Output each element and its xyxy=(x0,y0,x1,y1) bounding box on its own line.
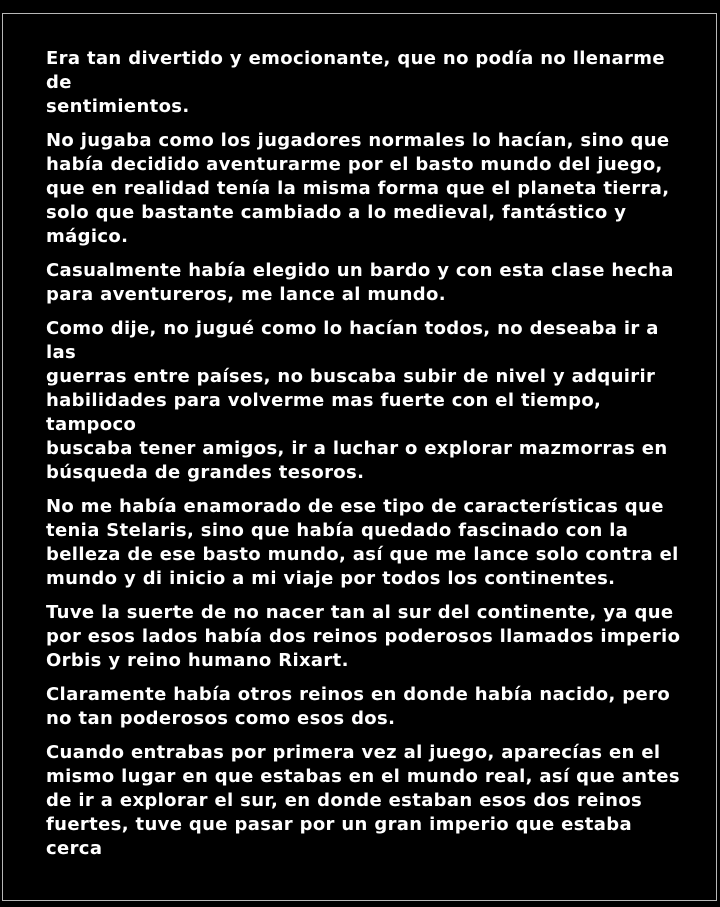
paragraph-8: Cuando entrabas por primera vez al juego, aparecías en el mismo lugar en que estabas en el mundo real, así que antes de ir a explorar el sur, en donde estaban esos dos reinos fuertes, tuve que pasar por un gran imperio que estaba cerca xyxy=(46,742,680,859)
paragraph-7: Claramente había otros reinos en donde había nacido, pero no tan poderosos como esos dos. xyxy=(46,684,671,729)
paragraph-5: No me había enamorado de ese tipo de características que tenia Stelaris, sino que había quedado fascinado con la belleza de ese basto mundo, así que me lance solo contra el mundo y di inicio a mi viaje por todos los continentes. xyxy=(46,496,679,589)
paragraph-6: Tuve la suerte de no nacer tan al sur del continente, ya que por esos lados había dos reinos poderosos llamados imperio Orbis y reino humano Rixart. xyxy=(46,602,681,671)
paragraph-1: Era tan divertido y emocionante, que no podía no llenarme de sentimientos. xyxy=(46,48,665,117)
paragraph-3: Casualmente había elegido un bardo y con esta clase hecha para aventureros, me lance al mundo. xyxy=(46,260,674,305)
paragraph-2: No jugaba como los jugadores normales lo hacían, sino que había decidido aventurarme por el basto mundo del juego, que en realidad tenía la misma forma que el planeta tierra, solo que bastante cambiado a lo medieval, fantástico y mágico. xyxy=(46,130,670,247)
story-text xyxy=(46,47,686,871)
paragraph-4: Como dije, no jugué como lo hacían todos, no deseaba ir a las guerras entre países, no buscaba subir de nivel y adquirir habilidades para volverme mas fuerte con el tiempo, tampoco buscaba tener amigos, ir a luchar o explorar mazmorras en búsqueda de grandes tesoros. xyxy=(46,318,668,483)
